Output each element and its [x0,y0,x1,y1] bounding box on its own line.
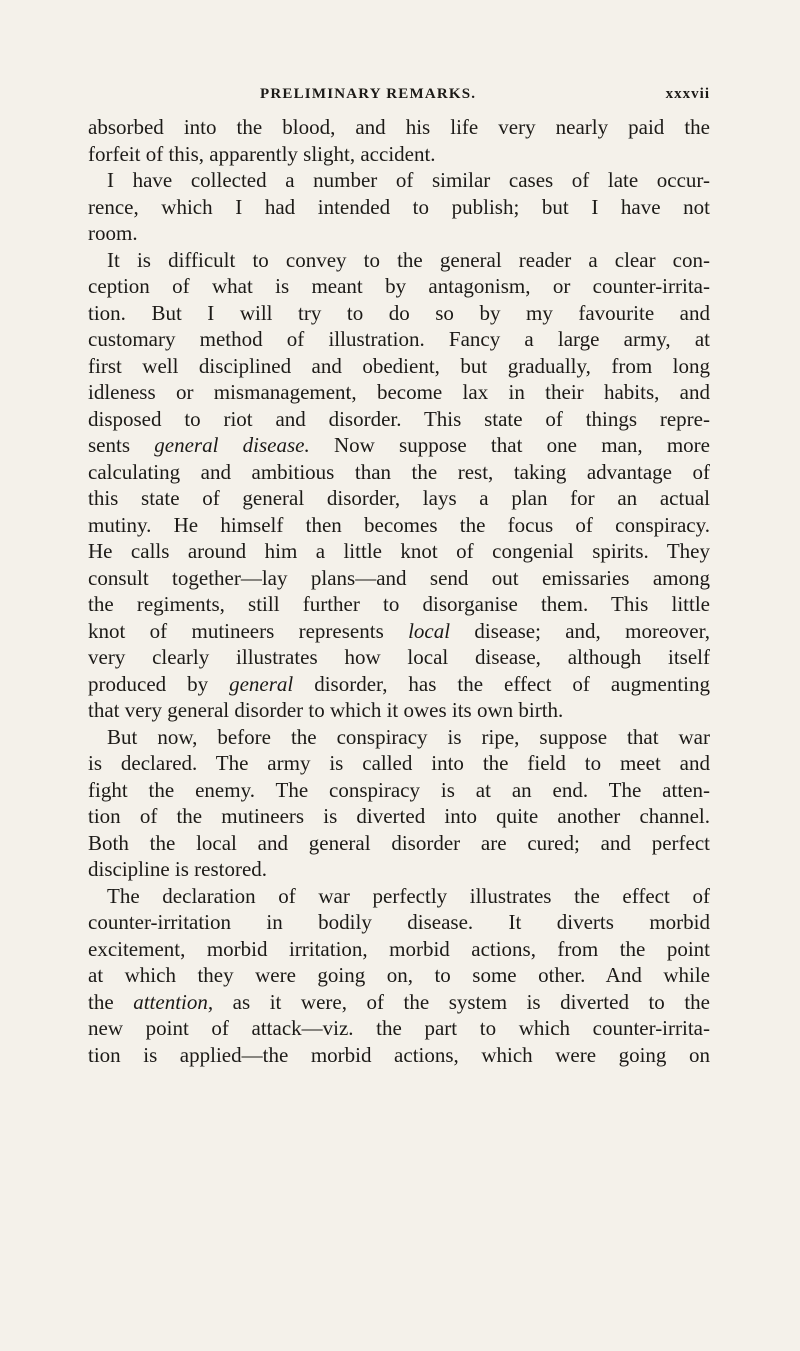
text-line: But now, before the conspiracy is ripe, suppose that war [107,724,710,749]
text-line: first well disciplined and obedient, but gradually, from long [88,353,710,378]
text-line: I have collected a number of similar cases of late occur- [107,168,710,192]
text-line: ception of what is meant by antagonism, or counter-irrita- [88,274,710,298]
text-line: Both the local and general disorder are cured; and perfect [88,830,710,855]
text-line [88,671,710,698]
text-line: absorbed into the blood, and his life very nearly paid the [88,115,710,139]
text-line: tion. But I will try to do so by my favourite and [88,300,710,325]
text-line: room. [88,221,138,245]
text-line: the regiments, still further to disorganise them. This little [88,592,710,616]
text-line: mutiny. He himself then becomes the focus of conspiracy. [88,512,710,537]
text-line: The declaration of war perfectly illustrates the effect of [107,883,710,908]
text-line: this state of general disorder, lays a plan for an actual [88,486,710,510]
text-line: discipline is restored. [88,857,268,881]
text-run: Now suppose that one man, more [309,433,710,457]
text-line: very clearly illustrates how local disease, although itself [88,645,710,669]
text-line [88,432,710,459]
text-line: that very general disorder to which it owes its own birth. [88,698,564,722]
page-number: xxxvii [665,86,710,102]
text-line: forfeit of this, apparently slight, accident. [88,141,436,166]
text-run: knot of mutineers represents [88,618,409,643]
running-head-title: PRELIMINARY REMARKS. [260,86,477,102]
italic-phrase: general disease. [154,433,310,457]
text-line: customary method of illustration. Fancy a large army, at [88,327,710,351]
text-line: is declared. The army is called into the field to meet and [88,751,710,775]
text-run: disorder, has the effect of augmenting [293,671,710,696]
text-line: disposed to riot and disorder. This state of things repre- [88,406,710,431]
text-line: consult together—lay plans—and send out emissaries among [88,565,710,590]
text-line: tion is applied—the morbid actions, which were going on [88,1042,710,1067]
italic-phrase: local [408,618,451,643]
text-run: the [88,989,134,1014]
text-line: new point of attack—viz. the part to which counter-irrita- [88,1016,710,1040]
body-text [88,114,710,1068]
text-run: produced by [88,671,230,696]
text-line: He calls around him a little knot of congenial spirits. They [88,539,710,563]
text-line: excitement, morbid irritation, morbid actions, from the point [88,936,710,961]
text-run: as it were, of the system is diverted to the [213,989,711,1014]
text-line [88,989,710,1016]
text-line: fight the enemy. The conspiracy is at an end. The atten- [88,777,710,802]
text-line: It is difficult to convey to the general reader a clear con- [107,247,710,272]
text-line: tion of the mutineers is diverted into quite another channel. [88,804,710,828]
italic-phrase: general [229,671,294,696]
text-line: at which they were going on, to some other. And while [88,963,710,987]
italic-phrase: attention, [133,989,214,1014]
text-line: idleness or mismanagement, become lax in their habits, and [88,380,710,404]
text-run: disease; and, moreover, [450,618,710,643]
text-run: sents [88,433,155,457]
text-line: rence, which I had intended to publish; but I have not [88,194,710,219]
text-line [88,618,710,645]
text-line: calculating and ambitious than the rest, taking advantage of [88,459,710,484]
text-line: counter-irritation in bodily disease. It diverts morbid [88,910,710,934]
running-head [88,86,710,110]
